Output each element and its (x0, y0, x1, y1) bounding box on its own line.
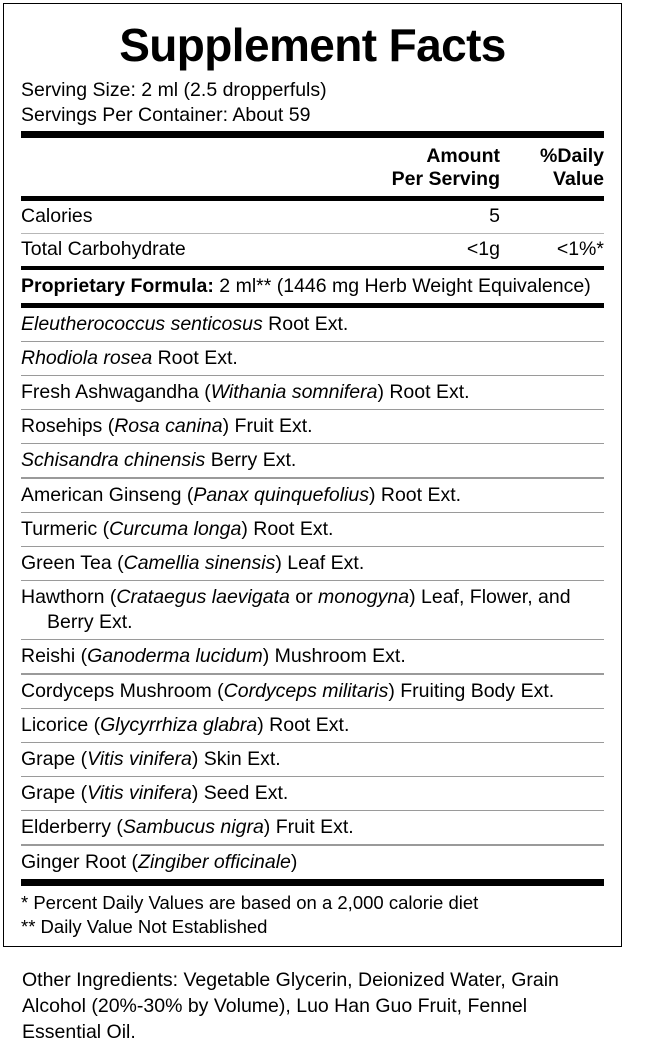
ingredient-row (21, 811, 604, 844)
proprietary-formula-value: 2 ml** (1446 mg Herb Weight Equivalence) (213, 275, 591, 298)
column-header-amount-line1: Amount (426, 145, 500, 167)
ingredient-name: Licorice (Glycyrrhiza glabra) Root Ext. (21, 713, 350, 736)
ingredient-name: Eleutherococcus senticosus Root Ext. (21, 312, 349, 335)
column-header-daily-value (500, 145, 604, 191)
ingredient-row (21, 479, 604, 512)
ingredient-name: Cordyceps Mushroom (Cordyceps militaris) Fruiting Body Ext. (21, 679, 555, 702)
ingredient-row (21, 581, 604, 639)
ingredient-row (21, 376, 604, 409)
column-header-dv-line2: Value (553, 168, 604, 190)
ingredient-row (21, 547, 604, 580)
ingredient-name: American Ginseng (Panax quinquefolius) Root Ext. (21, 483, 462, 506)
ingredient-name: Reishi (Ganoderma lucidum) Mushroom Ext. (21, 645, 406, 668)
ingredient-name: Elderberry (Sambucus nigra) Fruit Ext. (21, 816, 354, 839)
page-title: Supplement Facts (119, 19, 506, 71)
ingredient-row (21, 410, 604, 443)
nutrient-daily-value: <1%* (556, 237, 604, 260)
ingredient-name: Grape (Vitis vinifera) Seed Ext. (21, 782, 289, 805)
proprietary-formula-label: Proprietary Formula: (21, 275, 214, 298)
ingredient-row (21, 846, 604, 879)
supplement-facts-label (3, 3, 622, 1045)
ingredient-row (21, 640, 604, 673)
ingredient-name: Grape (Vitis vinifera) Skin Ext. (21, 747, 281, 770)
ingredient-row (21, 675, 604, 708)
ingredient-name: Green Tea (Camellia sinensis) Leaf Ext. (21, 552, 365, 574)
table-row (21, 201, 604, 233)
ingredient-row (21, 308, 604, 341)
footnotes (21, 886, 604, 946)
proprietary-formula-row (21, 270, 604, 303)
servings-per-container-text: Servings Per Container: About 59 (21, 104, 311, 126)
ingredient-row (21, 444, 604, 477)
nutrient-name: Total Carbohydrate (21, 237, 186, 260)
nutrient-name: Calories (21, 204, 93, 227)
ingredient-name: Schisandra chinensis Berry Ext. (21, 449, 297, 472)
ingredient-row (21, 777, 604, 810)
nutrient-amount: <1g (466, 237, 500, 260)
ingredient-name: Fresh Ashwagandha (Withania somnifera) Root Ext. (21, 381, 470, 404)
nutrient-amount: 5 (489, 204, 500, 227)
ingredient-row (21, 709, 604, 742)
ingredient-row (21, 513, 604, 546)
ingredient-name: Rosehips (Rosa canina) Fruit Ext. (21, 415, 313, 438)
ingredient-list (21, 308, 604, 879)
supplement-facts-panel (3, 3, 622, 947)
ingredient-name: Hawthorn (Crataegus laevigata or monogyna) Leaf, Flower, and Berry Ext. (21, 586, 571, 634)
ingredient-row (21, 743, 604, 776)
column-header-dv-line1: %Daily (540, 145, 604, 167)
ingredient-name: Rhodiola rosea Root Ext. (21, 346, 238, 369)
footnote-daily-values: * Percent Daily Values are based on a 2,000 calorie diet (21, 891, 479, 913)
divider-heavy-top (21, 131, 604, 138)
ingredient-row (21, 342, 604, 375)
column-header-amount-line2: Per Serving (391, 168, 500, 190)
ingredient-name: Ginger Root (Zingiber officinale) (21, 850, 298, 873)
ingredient-name: Turmeric (Curcuma longa) Root Ext. (21, 517, 334, 540)
table-column-headers (21, 138, 604, 196)
footnote-dv-not-established: ** Daily Value Not Established (21, 915, 268, 937)
other-ingredients-text: Other Ingredients: Vegetable Glycerin, Deionized Water, Grain Alcohol (20%-30% by Volume), Luo Han Guo Fruit, Fennel Essential Oil. (22, 968, 559, 1043)
table-row (21, 234, 604, 266)
divider-heavy-bottom (21, 879, 604, 886)
column-header-amount (382, 145, 500, 191)
serving-size-text: Serving Size: 2 ml (2.5 dropperfuls) (21, 79, 327, 101)
